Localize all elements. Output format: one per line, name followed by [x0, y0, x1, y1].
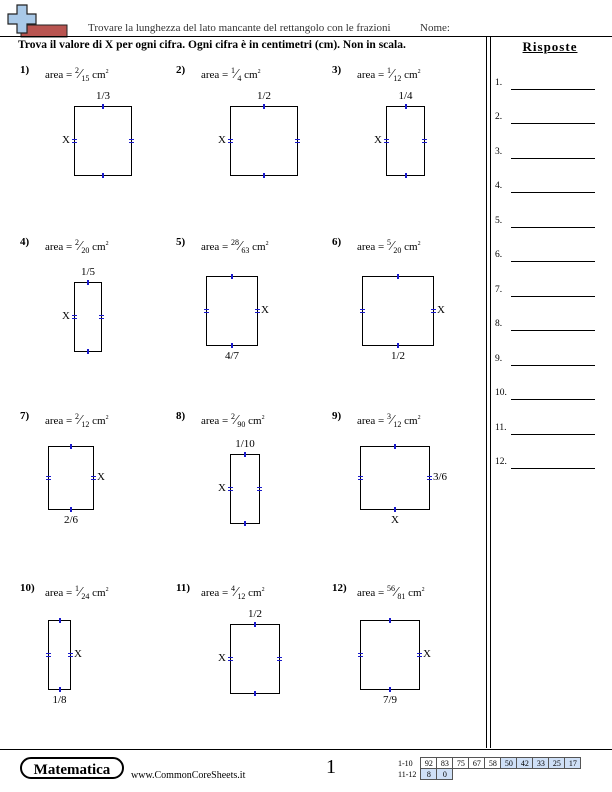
score-range: 11-12: [398, 769, 417, 779]
side-tick-right: [68, 653, 73, 657]
side-tick-right: [417, 653, 422, 657]
fraction-slash: ⁄: [239, 239, 242, 254]
area-denominator: 81: [397, 592, 406, 601]
fraction-slash: ⁄: [79, 585, 82, 600]
answer-blank[interactable]: [511, 192, 595, 193]
area-unit: cm: [404, 415, 418, 427]
fraction-slash: ⁄: [79, 67, 82, 82]
area-denominator: 20: [81, 246, 90, 255]
side-tick-left: [72, 139, 77, 143]
answer-number: 8.: [495, 319, 503, 329]
area-unit: cm: [248, 415, 262, 427]
side-tick-top: [254, 622, 256, 627]
answer-number: 4.: [495, 181, 503, 191]
answer-divider-right: [490, 36, 491, 748]
answer-row[interactable]: [495, 216, 595, 232]
answer-row[interactable]: [495, 423, 595, 439]
side-tick-bottom: [70, 507, 72, 512]
site-url: www.CommonCoreSheets.it: [131, 770, 246, 781]
side-label-bottom: 1/8: [52, 694, 67, 706]
side-tick-top: [70, 444, 72, 449]
answer-row[interactable]: [495, 78, 595, 94]
area-unit: cm: [92, 415, 106, 427]
side-tick-top: [87, 280, 89, 285]
score-cell: 75: [453, 758, 469, 769]
fraction-slash: ⁄: [79, 413, 82, 428]
logo: [3, 3, 68, 38]
area-expression: area = $^1⁄_4$ $cm^2$: [201, 66, 261, 83]
unit-exponent: 2: [105, 69, 109, 75]
side-label-left: X: [62, 134, 70, 146]
problem-number: 1): [20, 64, 30, 76]
side-tick-bottom: [389, 687, 391, 692]
area-expression: area = $^{28}⁄_{63}$ $cm^2$: [201, 238, 269, 255]
problem-number: 6): [332, 236, 342, 248]
side-tick-right: [257, 487, 262, 491]
problem-number: 7): [20, 410, 30, 422]
side-tick-left: [358, 476, 363, 480]
unit-exponent: 2: [265, 241, 269, 247]
rectangle-figure: [386, 106, 425, 176]
side-tick-top: [405, 104, 407, 109]
score-cell: 50: [501, 758, 517, 769]
area-numerator: 2: [231, 412, 236, 421]
side-label-top: 1/2: [256, 90, 272, 102]
area-denominator: 12: [81, 420, 90, 429]
area-expression: area = $^1⁄_{12}$ $cm^2$: [357, 66, 421, 83]
side-tick-right: [431, 309, 436, 313]
rectangle-figure: [206, 276, 258, 346]
side-tick-right: [255, 309, 260, 313]
area-expression: area = $^2⁄_{90}$ $cm^2$: [201, 412, 265, 429]
side-tick-bottom: [102, 173, 104, 178]
side-tick-right: [99, 315, 104, 319]
score-row: [396, 769, 581, 780]
area-unit: cm: [92, 241, 106, 253]
score-range: 1-10: [398, 758, 413, 768]
name-label: Nome:: [420, 22, 450, 34]
rectangle-figure: [48, 446, 94, 510]
area-numerator: 1: [75, 584, 80, 593]
page-number: 1: [326, 756, 336, 778]
side-tick-left: [72, 315, 77, 319]
problem-number: 3): [332, 64, 342, 76]
fraction-slash: ⁄: [391, 413, 394, 428]
answer-number: 3.: [495, 147, 503, 157]
score-cell: 67: [469, 758, 485, 769]
score-cell: 25: [549, 758, 565, 769]
side-label-right: X: [74, 648, 82, 660]
answer-row[interactable]: [495, 112, 595, 128]
side-tick-bottom: [405, 173, 407, 178]
side-tick-left: [46, 653, 51, 657]
answer-row[interactable]: [495, 388, 595, 404]
area-denominator: 20: [393, 246, 402, 255]
side-tick-bottom: [59, 687, 61, 692]
area-denominator: 63: [241, 246, 250, 255]
fraction-slash: ⁄: [79, 239, 82, 254]
rectangle-figure: [74, 106, 132, 176]
area-numerator: 2: [75, 412, 80, 421]
answer-row[interactable]: [495, 181, 595, 197]
problem-number: 12): [332, 582, 347, 594]
area-denominator: 4: [237, 74, 242, 83]
score-cell: 0: [437, 769, 453, 780]
area-expression: area = $^5⁄_{20}$ $cm^2$: [357, 238, 421, 255]
rectangle-figure: [362, 276, 434, 346]
worksheet-title: Trovare la lunghezza del lato mancante del rettangolo con le frazioni: [88, 22, 391, 34]
answer-number: 5.: [495, 216, 503, 226]
side-label-bottom: X: [391, 514, 399, 526]
side-label-left: X: [374, 134, 382, 146]
area-expression: area = $^1⁄_{24}$ $cm^2$: [45, 584, 109, 601]
side-tick-bottom: [397, 343, 399, 348]
area-denominator: 15: [81, 74, 90, 83]
side-label-bottom: 4/7: [224, 350, 240, 362]
side-tick-top: [394, 444, 396, 449]
area-numerator: 1: [231, 66, 236, 75]
area-unit: cm: [404, 69, 418, 81]
fraction-slash: ⁄: [235, 67, 238, 82]
answer-number: 1.: [495, 78, 503, 88]
area-expression: area = $^2⁄_{20}$ $cm^2$: [45, 238, 109, 255]
unit-exponent: 2: [417, 415, 421, 421]
side-tick-top: [59, 618, 61, 623]
unit-exponent: 2: [105, 587, 109, 593]
area-expression: area = $^2⁄_{15}$ $cm^2$: [45, 66, 109, 83]
area-unit: cm: [92, 69, 106, 81]
area-numerator: 1: [387, 66, 392, 75]
header-divider: [0, 36, 612, 37]
subject-badge: Matematica: [20, 757, 124, 779]
score-cell: 17: [565, 758, 581, 769]
score-cell: 92: [421, 758, 437, 769]
side-label-left: X: [218, 134, 226, 146]
score-cell: 58: [485, 758, 501, 769]
answer-row[interactable]: [495, 354, 595, 370]
side-label-top: 1/10: [235, 438, 255, 450]
side-label-right: X: [261, 304, 269, 316]
side-tick-left: [358, 653, 363, 657]
area-denominator: 12: [237, 592, 246, 601]
score-cell: 83: [437, 758, 453, 769]
score-row: [396, 758, 581, 769]
area-numerator: 2: [75, 66, 80, 75]
score-cell: 42: [517, 758, 533, 769]
side-label-top: 1/2: [247, 608, 263, 620]
side-tick-left: [228, 139, 233, 143]
answer-number: 7.: [495, 285, 503, 295]
answer-row[interactable]: [495, 147, 595, 163]
score-cell: 8: [421, 769, 437, 780]
side-tick-bottom: [244, 521, 246, 526]
side-tick-top: [389, 618, 391, 623]
area-denominator: 90: [237, 420, 246, 429]
area-unit: cm: [408, 587, 422, 599]
answer-number: 12.: [495, 457, 507, 467]
fraction-slash: ⁄: [235, 413, 238, 428]
area-numerator: 2: [75, 238, 80, 247]
footer-divider: [0, 749, 612, 750]
side-label-bottom: 1/2: [390, 350, 406, 362]
side-tick-right: [295, 139, 300, 143]
rectangle-figure: [360, 446, 430, 510]
area-unit: cm: [248, 587, 262, 599]
side-label-right: 3/6: [433, 471, 448, 483]
side-label-top: 1/4: [398, 90, 413, 102]
area-unit: cm: [92, 587, 106, 599]
problem-number: 5): [176, 236, 186, 248]
answer-blank[interactable]: [511, 296, 595, 297]
area-expression: area = $^{56}⁄_{81}$ $cm^2$: [357, 584, 425, 601]
side-label-right: X: [423, 648, 431, 660]
side-tick-right: [129, 139, 134, 143]
unit-exponent: 2: [417, 241, 421, 247]
area-denominator: 12: [393, 420, 402, 429]
area-unit: cm: [404, 241, 418, 253]
area-unit: cm: [252, 241, 266, 253]
side-tick-bottom: [263, 173, 265, 178]
side-tick-left: [228, 487, 233, 491]
answer-blank[interactable]: [511, 89, 595, 90]
side-tick-left: [228, 657, 233, 661]
rectangle-figure: [74, 282, 102, 352]
area-denominator: 12: [393, 74, 402, 83]
fraction-slash: ⁄: [391, 239, 394, 254]
area-numerator: 3: [387, 412, 392, 421]
side-tick-bottom: [87, 349, 89, 354]
rectangle-figure: [360, 620, 420, 690]
fraction-slash: ⁄: [235, 585, 238, 600]
area-numerator: 28: [231, 238, 240, 247]
side-tick-left: [384, 139, 389, 143]
answer-blank[interactable]: [511, 468, 595, 469]
problem-number: 10): [20, 582, 35, 594]
rectangle-figure: [230, 454, 260, 524]
side-label-right: X: [97, 471, 105, 483]
area-expression: area = $^4⁄_{12}$ $cm^2$: [201, 584, 265, 601]
problem-number: 4): [20, 236, 30, 248]
instructions: Trova il valore di X per ogni cifra. Ogni cifra è in centimetri (cm). Non in scala.: [18, 39, 406, 51]
answer-blank[interactable]: [511, 365, 595, 366]
answer-blank[interactable]: [511, 399, 595, 400]
unit-exponent: 2: [257, 69, 261, 75]
side-label-right: X: [437, 304, 445, 316]
side-tick-top: [231, 274, 233, 279]
answer-blank[interactable]: [511, 158, 595, 159]
area-numerator: 4: [231, 584, 236, 593]
unit-exponent: 2: [417, 69, 421, 75]
answer-blank[interactable]: [511, 261, 595, 262]
side-label-left: X: [62, 310, 70, 322]
answer-blank[interactable]: [511, 123, 595, 124]
area-expression: area = $^2⁄_{12}$ $cm^2$: [45, 412, 109, 429]
unit-exponent: 2: [261, 415, 265, 421]
side-label-top: 1/5: [80, 266, 96, 278]
unit-exponent: 2: [421, 587, 425, 593]
side-tick-bottom: [231, 343, 233, 348]
answer-divider-left: [486, 36, 487, 748]
answer-row[interactable]: [495, 319, 595, 335]
answer-number: 9.: [495, 354, 503, 364]
side-tick-bottom: [394, 507, 396, 512]
side-label-top: 1/3: [95, 90, 111, 102]
rectangle-figure: [48, 620, 71, 690]
side-tick-top: [263, 104, 265, 109]
score-table: [396, 757, 581, 780]
answer-row[interactable]: [495, 250, 595, 266]
area-unit: cm: [244, 69, 258, 81]
answer-number: 2.: [495, 112, 503, 122]
side-tick-top: [397, 274, 399, 279]
side-label-bottom: 7/9: [382, 694, 398, 706]
side-label-bottom: 2/6: [63, 514, 79, 526]
side-tick-right: [277, 657, 282, 661]
side-tick-left: [360, 309, 365, 313]
answer-number: 11.: [495, 423, 507, 433]
side-label-left: X: [218, 652, 226, 664]
side-tick-bottom: [254, 691, 256, 696]
side-tick-top: [102, 104, 104, 109]
area-expression: area = $^3⁄_{12}$ $cm^2$: [357, 412, 421, 429]
rectangle-figure: [230, 106, 298, 176]
area-numerator: 5: [387, 238, 392, 247]
rectangle-figure: [230, 624, 280, 694]
side-tick-left: [204, 309, 209, 313]
problem-number: 9): [332, 410, 342, 422]
fraction-slash: ⁄: [391, 67, 394, 82]
answer-row[interactable]: [495, 457, 595, 473]
problem-number: 11): [176, 582, 191, 594]
fraction-slash: ⁄: [395, 585, 398, 600]
side-tick-right: [422, 139, 427, 143]
answer-blank[interactable]: [511, 330, 595, 331]
side-label-left: X: [218, 482, 226, 494]
area-denominator: 24: [81, 592, 90, 601]
answer-row[interactable]: [495, 285, 595, 301]
score-cell: 33: [533, 758, 549, 769]
side-tick-right: [427, 476, 432, 480]
answers-title: Risposte: [522, 39, 578, 54]
side-tick-top: [244, 452, 246, 457]
area-numerator: 56: [387, 584, 396, 593]
answer-blank[interactable]: [511, 434, 595, 435]
answer-number: 6.: [495, 250, 503, 260]
unit-exponent: 2: [105, 415, 109, 421]
problem-number: 2): [176, 64, 186, 76]
side-tick-left: [46, 476, 51, 480]
unit-exponent: 2: [105, 241, 109, 247]
answer-number: 10.: [495, 388, 507, 398]
answer-blank[interactable]: [511, 227, 595, 228]
problem-number: 8): [176, 410, 186, 422]
side-tick-right: [91, 476, 96, 480]
unit-exponent: 2: [261, 587, 265, 593]
